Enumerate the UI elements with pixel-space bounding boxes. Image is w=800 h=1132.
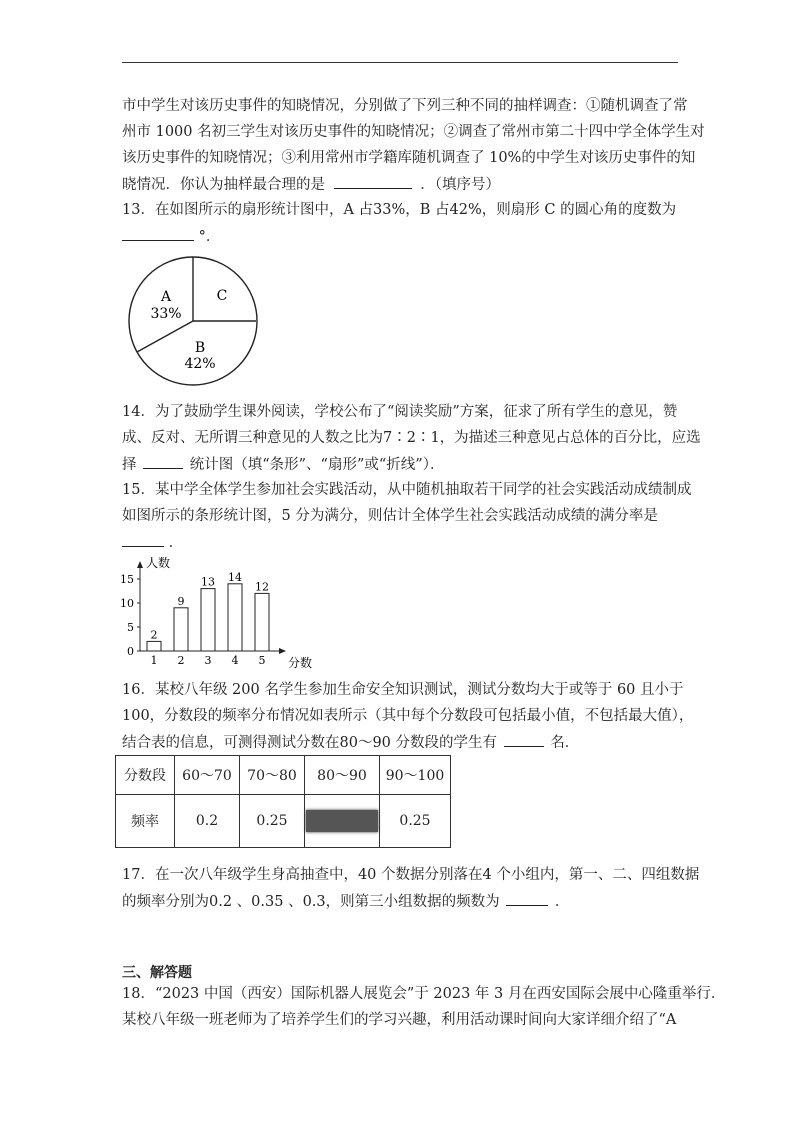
x-tick-label: 1	[150, 654, 158, 667]
q16-text: 结合表的信息，可测得测试分数在80～90 分数段的学生有	[122, 735, 498, 751]
section-title: 三、解答题	[122, 965, 192, 981]
header-rule	[122, 62, 678, 63]
table-cell: 0.25	[240, 795, 305, 848]
x-tick-label: 4	[231, 654, 239, 667]
q17-answer-blank[interactable]	[506, 891, 548, 906]
q13-line-2	[122, 226, 220, 247]
q17-line-2	[122, 891, 569, 912]
q12-hint: ．（填序号）	[420, 177, 500, 193]
bar-value-label: 13	[201, 575, 215, 589]
q14-line-1: 14．为了鼓励学生课外阅读，学校公布了“阅读奖励”方案，征求了所有学生的意见，赞	[122, 404, 678, 420]
bar-chart	[110, 553, 320, 675]
q14-text-prefix: 择	[122, 457, 137, 473]
q12-line-3: 该历史事件的知晓情况；③利用常州市学籍库随机调查了 10%的中学生对该历史事件的知	[122, 150, 696, 166]
table-header-cell: 80～90	[305, 756, 380, 795]
table-row	[116, 795, 451, 848]
table-header-cell: 分数段	[116, 756, 175, 795]
q12-line-2: 州市 1000 名初三学生对该历史事件的知晓情况；②调查了常州市第二十四中学全体学生对	[122, 124, 705, 140]
q14-answer-blank[interactable]	[143, 454, 183, 469]
bar	[228, 584, 242, 651]
pie-pct-b: 42%	[184, 356, 216, 372]
q16-answer-blank[interactable]	[504, 732, 544, 747]
q15-answer-blank[interactable]	[122, 532, 164, 547]
table-header-cell: 70～80	[240, 756, 305, 795]
q16-line-2: 100，分数段的频率分布情况如表所示（其中每个分数段可包括最小值，不包括最大值），	[122, 708, 694, 724]
q13-degree-suffix: °．	[198, 229, 221, 245]
q15-line-2: 如图所示的条形统计图，5 分为满分，则估计全体学生社会实践活动成绩的满分率是	[122, 508, 658, 524]
y-axis-arrow	[137, 561, 143, 568]
table-header-row	[116, 756, 451, 795]
bar-value-label: 12	[255, 580, 269, 594]
q12-question-text: 晓情况．你认为抽样最合理的是	[122, 177, 325, 193]
pie-label-a: A	[160, 289, 172, 305]
q15-line-1: 15．某中学全体学生参加社会实践活动，从中随机抽取若干同学的社会实践活动成绩制成	[122, 482, 692, 498]
q16-suffix: 名．	[550, 735, 580, 751]
pie-pct-a: 33%	[150, 306, 182, 322]
q18-line-2: 某校八年级一班老师为了培养学生们的学习兴趣，利用活动课时间向大家详细介绍了“A	[122, 1012, 677, 1028]
x-axis-label: 分数	[288, 656, 313, 670]
y-axis-label: 人数	[146, 556, 171, 570]
table-cell: 0.2	[175, 795, 240, 848]
table-row-label: 频率	[116, 795, 175, 848]
pie-label-c: C	[216, 288, 228, 304]
q14-line-2: 成、反对、无所谓三种意见的人数之比为7∶2∶1，为描述三种意见占总体的百分比，应选	[122, 430, 701, 446]
q17-suffix: ．	[554, 894, 570, 910]
bar	[201, 589, 215, 651]
bar-value-label: 2	[150, 628, 158, 642]
y-tick-label: 15	[120, 573, 134, 586]
bar	[174, 608, 188, 651]
q12-answer-blank[interactable]	[334, 174, 412, 189]
y-tick-label: 5	[127, 621, 134, 634]
bar-value-label: 14	[228, 570, 242, 584]
q15-line-3	[122, 532, 183, 553]
q14-text-suffix: 统计图（填“条形”、“扇形”或“折线”）．	[189, 457, 445, 473]
x-tick-label: 5	[258, 654, 266, 667]
q12-line-1: 市中学生对该历史事件的知晓情况，分别做了下列三种不同的抽样调查：①随机调查了常	[122, 98, 688, 114]
bar-value-label: 9	[177, 594, 185, 608]
ink-smudge	[306, 810, 378, 832]
x-axis-arrow	[279, 648, 286, 654]
table-header-cell: 90～100	[380, 756, 451, 795]
pie-chart	[122, 252, 282, 392]
q13-line-1: 13．在如图所示的扇形统计图中，A 占33%，B 占42%，则扇形 C 的圆心角的度数为	[122, 202, 677, 218]
frequency-table	[115, 755, 451, 848]
y-tick-label: 10	[120, 597, 134, 610]
q17-line-1: 17．在一次八年级学生身高抽查中，40 个数据分别落在4 个小组内，第一、二、四组数据	[122, 867, 700, 883]
q17-text: 的频率分别为0.2 、0.35 、0.3，则第三小组数据的频数为	[122, 894, 500, 910]
y-tick-label: 0	[127, 645, 134, 658]
x-tick-label: 3	[204, 654, 212, 667]
q16-line-1: 16．某校八年级 200 名学生参加生命安全知识测试，测试分数均大于或等于 60 且小于	[122, 682, 684, 698]
table-header-cell: 60～70	[175, 756, 240, 795]
pie-slice-boundary-b-a	[137, 321, 193, 352]
table-cell-obscured	[305, 795, 380, 848]
q14-line-3	[122, 454, 444, 475]
table-cell: 0.25	[380, 795, 451, 848]
q16-line-3	[122, 732, 579, 753]
pie-label-b: B	[194, 340, 206, 356]
q13-answer-blank[interactable]	[122, 226, 194, 241]
bar	[255, 593, 269, 651]
q18-line-1: 18．“2023 中国（西安）国际机器人展览会”于 2023 年 3 月在西安国际会展中心隆重举行．	[122, 986, 726, 1002]
bar	[147, 641, 161, 651]
q12-line-4	[122, 174, 500, 195]
q15-suffix: ．	[168, 535, 184, 551]
x-tick-label: 2	[177, 654, 185, 667]
